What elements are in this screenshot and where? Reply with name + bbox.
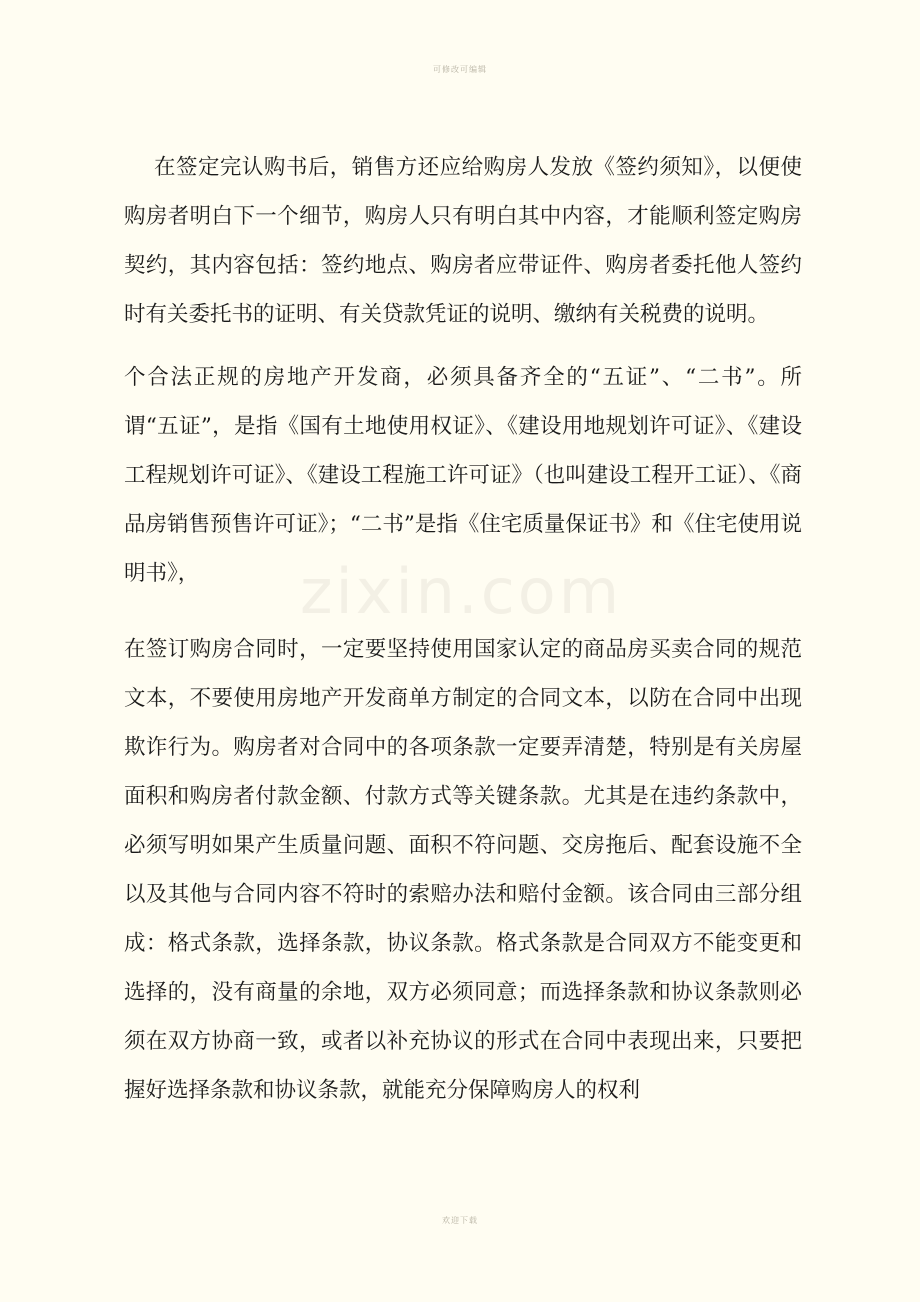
paragraph-contract-terms: 在签订购房合同时，一定要坚持使用国家认定的商品房买卖合同的规范文本，不要使用房地产开发商单方制定的合同文本，以防在合同中出现欺诈行为。购房者对合同中的各项条款一定要弄清楚，特别是有关房屋面积和购房者付款金额、付款方式等关键条款。尤其是在违约条款中，必须写明如果产生质量问题、面积不符问题、交房拖后、配套设施不全以及其他与合同内容不符时的索赔办法和赔付金额。该合同由三部分组成：格式条款，选择条款，协议条款。格式条款是合同双方不能变更和选择的，没有商量的余地，双方必须同意；而选择条款和协议条款则必须在双方协商一致，或者以补充协议的形式在合同中表现出来，只要把握好选择条款和协议条款，就能充分保障购房人的权利 [124,637,802,1103]
paragraph-five-certificates: 个合法正规的房地产开发商，必须具备齐全的“五证”、“二书”。所谓“五证”，是指《国有土地使用权证》、《建设用地规划许可证》、《建设工程规划许可证》、《建设工程施工许可证》（也叫建设工程开工证）、《商品房销售预售许可证》；“二书”是指《住宅质量保证书》和《住宅使用说明书》， [124,365,802,586]
document-body [124,143,802,1115]
watermark: zixin.com [300,555,623,628]
footer-note: 欢迎下载 [442,1216,478,1225]
paragraph-signing-notice: 在签定完认购书后，销售方还应给购房人发放《签约须知》，以便使购房者明白下一个细节，购房人只有明白其中内容，才能顺利签定购房契约，其内容包括：签约地点、购房者应带证件、购房者委托他人签约时有关委托书的证明、有关贷款凭证的说明、缴纳有关税费的说明。 [124,155,802,327]
header-note: 可修改可编辑 [433,65,487,74]
